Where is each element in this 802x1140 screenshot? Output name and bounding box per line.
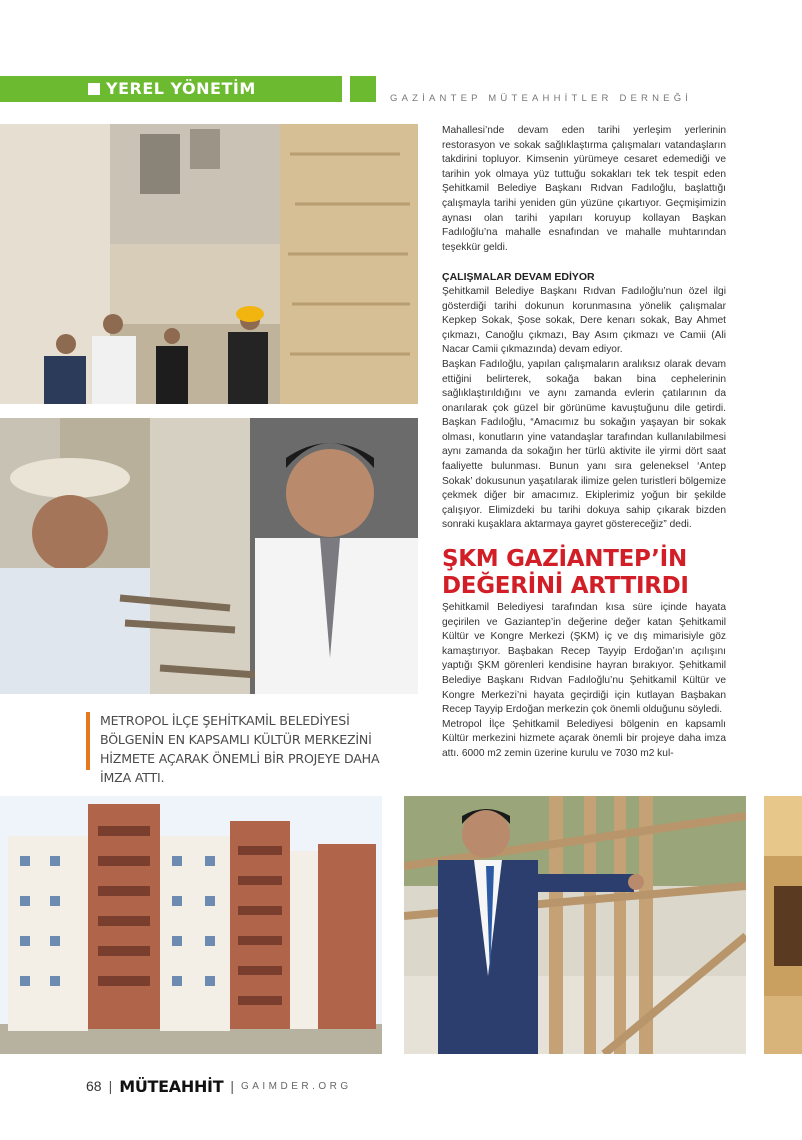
footer-separator: | xyxy=(108,1078,113,1094)
footer-separator-2: | xyxy=(230,1078,234,1094)
page-footer xyxy=(86,1076,352,1096)
photo-construction-site xyxy=(404,796,746,1054)
article-paragraph-1: Şehitkamil Belediye Başkanı Rıdvan Fadıloğlu’nun özel ilgi gösterdiği tarihi dokunun korunmasına yönelik çalışmalar Kepkep Sokak, Şose sokak, Dere kenarı sokak, Bay Ahmet çıkmazı, Canoğlu çıkmazı, Bay Asım çıkmazı ve Camii (Ali Nacar Camii çıkmazında) devam ediyor. xyxy=(442,285,726,356)
organization-name: GAZİANTEP MÜTEAHHİTLER DERNEĞİ xyxy=(390,93,693,104)
page-number: 68 xyxy=(86,1078,102,1094)
headline-line-2: DEĞERİNİ ARTTIRDI xyxy=(442,573,689,599)
article-paragraph-3: Şehitkamil Belediyesi tarafından kısa süre içinde hayata geçirilen ve Gaziantep’in değerine değer katan Şehitkamil Kültür ve Kongre Merkezi (ŞKM) iç ve dış mimarisiyle göz kamaştırıyor. Başbakan Recep Tayyip Erdoğan’ın açılışını yaptığı ŞKM görenleri kendisine hayran bırakıyor. Şehitkamil Belediye Başkanı Rıdvan Fadıloğlu’nu Şehitkamil Kültür ve Kongre Merkezi’ni hayata geçirdiği için kutlayan Başbakan Recep Tayyip Erdoğan merkezin çok önemli olduğunu söyledi. xyxy=(442,602,726,716)
photo-street-visit xyxy=(0,124,418,404)
article-column xyxy=(442,124,726,533)
website-address: GAIMDER.ORG xyxy=(240,1080,352,1092)
photo-official-with-worker xyxy=(0,418,418,694)
article-headline xyxy=(442,546,742,600)
pull-quote: METROPOL İLÇE ŞEHİTKAMİL BELEDİYESİ BÖLGENİN EN KAPSAMLI KÜLTÜR MERKEZİNİ HİZMETE AÇARAK ÖNEMLİ BİR PROJEYE DAHA İMZA ATTI. xyxy=(100,713,380,785)
section-square-icon xyxy=(88,83,100,95)
article-paragraph-4: Metropol İlçe Şehitkamil Belediyesi bölgenin en kapsamlı Kültür merkezini hizmete açarak önemli bir projeye daha imza attı. 6000 m2 zemin üzerine kurulu ve 7030 m2 kul- xyxy=(442,718,726,759)
headline-line-1: ŞKM GAZİANTEP’İN xyxy=(442,546,687,572)
article-column-2 xyxy=(442,601,726,762)
header-accent-block xyxy=(350,76,376,102)
photo-interior-cropped xyxy=(764,796,802,1054)
article-intro: Mahallesi’nde devam eden tarihi yerleşim yerlerinin restorasyon ve sokak sağlıklaştırma çalışmaları vatandaşların takdirini topluyor. Kimsenin yürümeye cesaret edemediği ve tarihin yok olmaya yüz tuttuğu sokakları tek tek tespit eden Şehitkamil Belediye Başkanı Rıdvan Fadıloğlu, başlattığı çalışmayla tarihi yeniden gün yüzüne çıkartıyor. Geçmişimizin aynası olan tarihi yapıları koruyup kollayan Başkan Fadıloğlu’na mahalle esnafından ve mahalle muhtarından teşekkür geldi. xyxy=(442,125,726,253)
callout-accent-bar xyxy=(86,712,90,770)
photo-apartment-buildings xyxy=(0,796,382,1054)
article-paragraph-2: Başkan Fadıloğlu, yapılan çalışmaların aralıksız olarak devam ettiğini belirterek, sokağa bakan bina cephelerinin sağlıklaştırıldığını ve aynı zamanda evlerin çatılarının da onarılarak çok güzel bir görünüme kavuştuğunu dile getirdi. Başkan Fadıloğlu, “Amacımız bu sokağın yaşayan bir sokak olması, konutların yine vatandaşlar tarafından kullanılabilmesi aynı zamanda da sokağın her türlü aktivite ile yirmi dört saat faaliyette bulunması. Bunun yanı sıra geleneksel ‘Antep Sokak’ dokusunun yaşatılarak ilimize gelen turistleri bölgemize çekmek diğer bir amacımız. Ekiplerimiz yoğun bir şekilde çalışıyor. Elimizdeki bu tarihi dokuya sahip çıkarak bizden sonraki kuşaklara aktarmaya gayret göstereceğiz” dedi. xyxy=(442,358,726,531)
subheading-works-continue: ÇALIŞMALAR DEVAM EDİYOR xyxy=(442,271,595,284)
section-title: YEREL YÖNETİM xyxy=(106,79,256,98)
magazine-logo: MÜTEAHHİT xyxy=(119,1076,224,1096)
